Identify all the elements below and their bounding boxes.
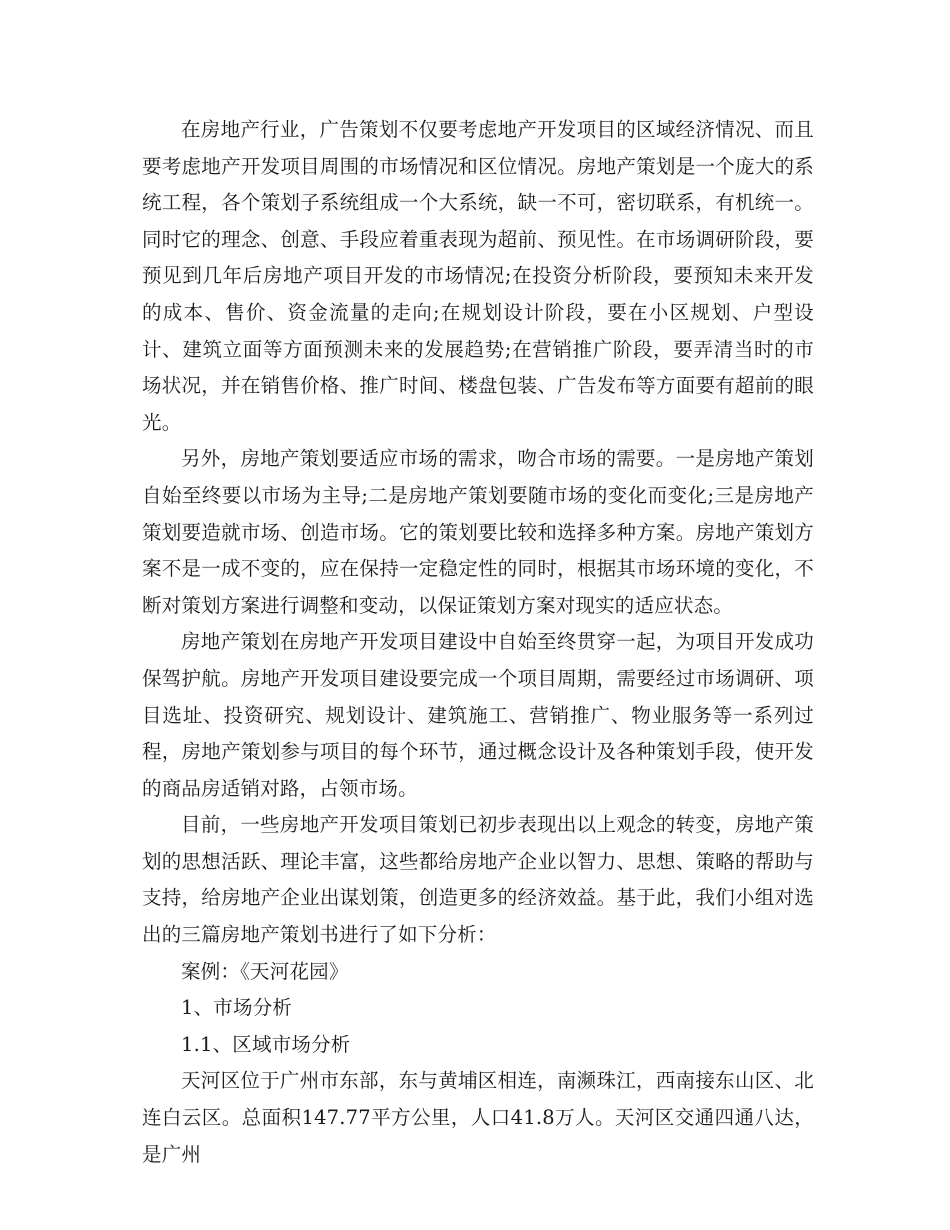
document-body	[142, 112, 814, 1173]
paragraph-project-lifecycle: 房地产策划在房地产开发项目建设中自始至终贯穿一起，为项目开发成功保驾护航。房地产开发项目建设要完成一个项目周期，需要经过市场调研、项目选址、投资研究、规划设计、建筑施工、营销推广、物业服务等一系列过程，房地产策划参与项目的每个环节，通过概念设计及各种策划手段，使开发的商品房适销对路，占领市场。	[142, 630, 814, 800]
case-title: 案例：《天河花园》	[181, 959, 349, 983]
paragraph-market-demand: 另外，房地产策划要适应市场的需求，吻合市场的需要。一是房地产策划自始至终要以市场为主导;二是房地产策划要随市场的变化而变化;三是房地产策划要造就市场、创造市场。它的策划要比较和选择多种方案。房地产策划方案不是一成不变的，应在保持一定稳定性的同时，根据其市场环境的变化，不断对策划方案进行调整和变动，以保证策划方案对现实的适应状态。	[142, 447, 814, 617]
subsection-heading-regional-market: 1.1、区域市场分析	[181, 1032, 351, 1056]
paragraph-current-status: 目前，一些房地产开发项目策划已初步表现出以上观念的转变，房地产策划的思想活跃、理论丰富，这些都给房地产企业以智力、思想、策略的帮助与支持，给房地产企业出谋划策，创造更多的经济效益。基于此，我们小组对选出的三篇房地产策划书进行了如下分析：	[142, 813, 814, 947]
section-heading-market-analysis: 1、市场分析	[181, 996, 293, 1020]
paragraph-tianhe-district: 天河区位于广州市东部，东与黄埔区相连，南濒珠江，西南接东山区、北连白云区。总面积147.77平方公里，人口41.8万人。天河区交通四通八达，是广州	[142, 1069, 814, 1166]
paragraph-intro: 在房地产行业，广告策划不仅要考虑地产开发项目的区域经济情况、而且要考虑地产开发项目周围的市场情况和区位情况。房地产策划是一个庞大的系统工程，各个策划子系统组成一个大系统，缺一不可，密切联系，有机统一。同时它的理念、创意、手段应着重表现为超前、预见性。在市场调研阶段，要预见到几年后房地产项目开发的市场情况;在投资分析阶段，要预知未来开发的成本、售价、资金流量的走向;在规划设计阶段，要在小区规划、户型设计、建筑立面等方面预测未来的发展趋势;在营销推广阶段，要弄清当时的市场状况，并在销售价格、推广时间、楼盘包装、广告发布等方面要有超前的眼光。	[142, 118, 814, 434]
